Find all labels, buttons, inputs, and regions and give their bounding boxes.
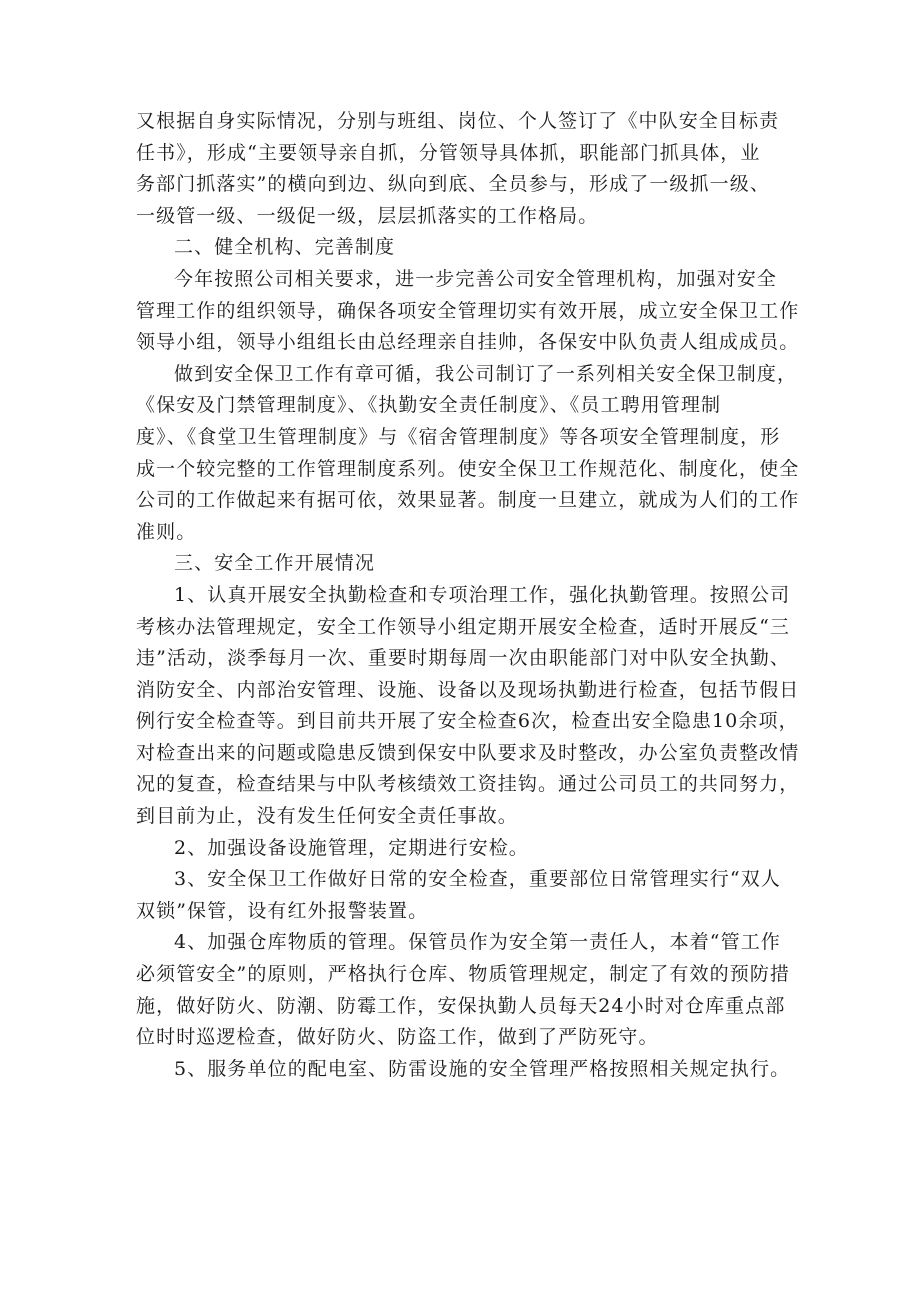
text-line: 管理工作的组织领导，确保各项安全管理切实有效开展，成立安全保卫工作: [136, 299, 800, 322]
text-line: 到目前为止，没有发生任何安全责任事故。: [136, 805, 518, 828]
body-paragraph: [136, 580, 800, 833]
text-line: 违”活动，淡季每月一次、重要时期每周一次由职能部门对中队安全执勤、: [136, 647, 791, 670]
text-line: 位时时巡逻检查，做好防火、防盗工作，做到了严防死守。: [136, 1026, 659, 1049]
text-line: 又根据自身实际情况，分别与班组、岗位、个人签订了《中队安全目标责: [136, 110, 780, 132]
text-line: 例行安全检查等。到目前共开展了安全检查6次，检查出安全隐患10余项，: [136, 710, 799, 733]
text-line: 双锁”保管，设有红外报警装置。: [136, 899, 429, 922]
text-line: 《保安及门禁管理制度》、《执勤安全责任制度》、《员工聘用管理制: [136, 394, 722, 417]
text-line: 一级管一级、一级促一级，层层抓落实的工作格局。: [136, 204, 599, 227]
body-paragraph: [136, 864, 796, 927]
text-line: 公司的工作做起来有据可依，效果显著。制度一旦建立，就成为人们的工作: [136, 489, 800, 512]
text-line: 2、加强设备设施管理，定期进行安检。: [174, 836, 529, 859]
section-heading: [136, 232, 796, 264]
text-line: 做到安全保卫工作有章可循，我公司制订了一系列相关安全保卫制度，: [174, 362, 798, 385]
text-line: 今年按照公司相关要求，进一步完善公司安全管理机构，加强对安全: [174, 267, 778, 290]
text-line: 必须管安全”的原则，严格执行仓库、物质管理规定，制定了有效的预防措: [136, 963, 791, 986]
text-line: 三、安全工作开展情况: [174, 552, 376, 575]
body-paragraph: [136, 1054, 796, 1086]
text-line: 考核办法管理规定，安全工作领导小组定期开展安全检查，适时开展反“三: [136, 615, 791, 638]
text-line: 任书》，形成“主要领导亲自抓，分管领导具体抓，职能部门抓具体，业: [136, 141, 761, 164]
text-line: 5、服务单位的配电室、防雷设施的安全管理严格按照相关规定执行。: [174, 1057, 791, 1080]
body-paragraph: [136, 833, 796, 865]
text-line: 准则。: [136, 520, 197, 543]
body-paragraph: [136, 359, 800, 549]
text-line: 领导小组，领导小组组长由总经理亲自挂帅，各保安中队负责人组成成员。: [136, 331, 800, 354]
text-line: 二、健全机构、完善制度: [174, 236, 396, 259]
text-line: 成一个较完整的工作管理制度系列。使安全保卫工作规范化、制度化，使全: [136, 457, 800, 480]
text-line: 施，做好防火、防潮、防霉工作，安保执勤人员每天24小时对仓库重点部: [136, 994, 786, 1017]
section-heading: [136, 548, 796, 580]
text-line: 3、安全保卫工作做好日常的安全检查，重要部位日常管理实行“双人: [174, 868, 781, 891]
body-paragraph: [136, 927, 796, 1053]
body-paragraph: [136, 106, 796, 232]
text-line: 消防安全、内部治安管理、设施、设备以及现场执勤进行检查，包括节假日: [136, 678, 800, 701]
text-line: 度》、《食堂卫生管理制度》与《宿舍管理制度》等各项安全管理制度，形: [136, 425, 781, 448]
body-paragraph: [136, 264, 800, 359]
text-line: 务部门抓落实”的横向到边、纵向到底、全员参与，形成了一级抓一级、: [136, 173, 770, 196]
text-line: 1、认真开展安全执勤检查和专项治理工作，强化执勤管理。按照公司: [174, 583, 791, 606]
text-line: 对检查出来的问题或隐患反馈到保安中队要求及时整改，办公室负责整改情: [136, 741, 800, 764]
document-body: [136, 106, 800, 1085]
text-line: 况的复查，检查结果与中队考核绩效工资挂钩。通过公司员工的共同努力，: [136, 773, 800, 796]
text-line: 4、加强仓库物质的管理。保管员作为安全第一责任人，本着“管工作: [174, 931, 781, 954]
